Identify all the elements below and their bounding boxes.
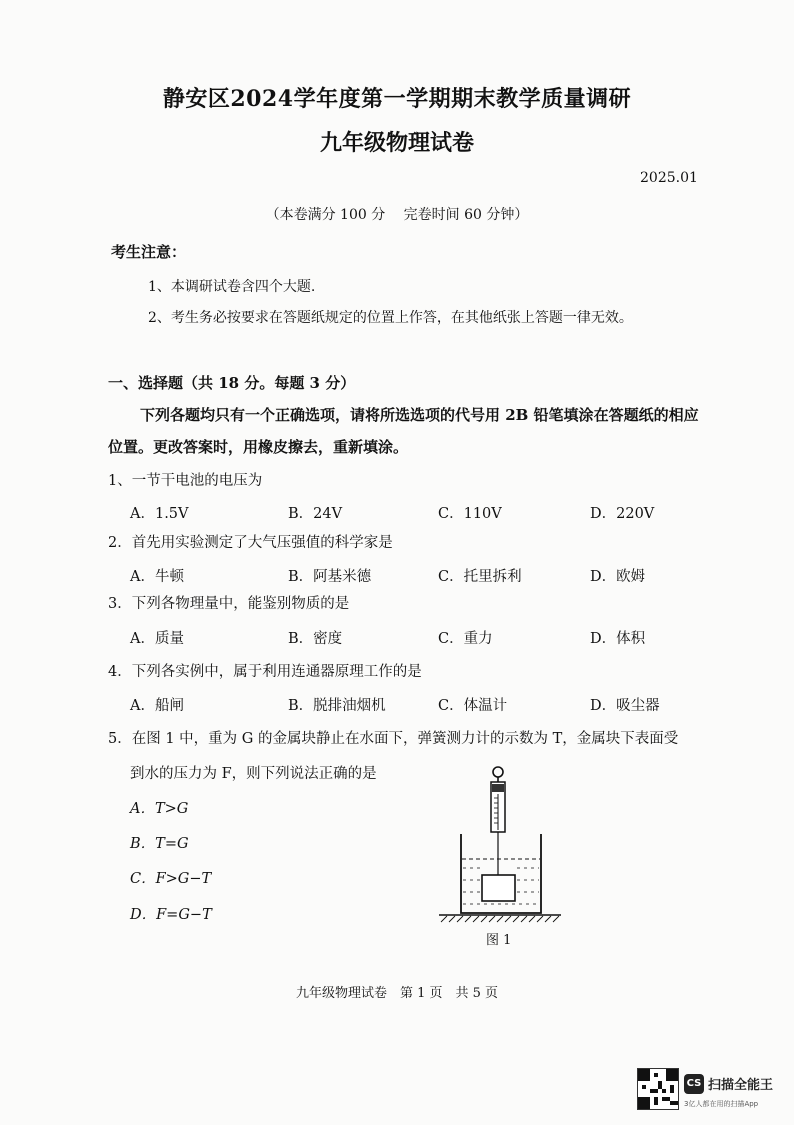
option: B．密度 (288, 631, 343, 647)
option: D．欧姆 (590, 569, 646, 585)
option: C．110V (438, 506, 502, 522)
exam-title: 静安区2024学年度第一学期期末教学质量调研 (162, 86, 632, 112)
qr-code-icon (637, 1068, 679, 1110)
option: A．牛顿 (130, 569, 184, 585)
hook-ring (493, 767, 503, 777)
exam-subtitle: 九年级物理试卷 (319, 130, 474, 156)
question-stem: 到水的压力为 F，则下列说法正确的是 (130, 766, 377, 782)
score-time: （本卷满分 100 分 完卷时间 60 分钟） (265, 207, 529, 223)
option: A．1.5V (130, 506, 189, 522)
question-stem: 3．下列各物理量中，能鉴别物质的是 (108, 596, 350, 612)
scanner-tagline: 3亿人都在用的扫描App (684, 1100, 759, 1108)
question-stem: 4．下列各实例中，属于利用连通器原理工作的是 (108, 664, 422, 680)
option: C．托里拆利 (438, 569, 522, 585)
notice-item: 2、考生务必按要求在答题纸规定的位置上作答，在其他纸张上答题一律无效。 (148, 310, 633, 326)
option: A．质量 (130, 631, 184, 647)
option: C．重力 (438, 631, 493, 647)
option: D．吸尘器 (590, 698, 660, 714)
option: D．220V (590, 506, 655, 522)
notice-heading: 考生注意： (111, 243, 187, 261)
option: D．F=G−T (130, 907, 212, 923)
option: B．T=G (130, 836, 189, 852)
option: C．体温计 (438, 698, 508, 714)
page-footer: 九年级物理试卷 第 1 页 共 5 页 (295, 986, 499, 1001)
section-heading: 一、选择题（共 18 分。每题 3 分） (108, 374, 356, 392)
question-stem: 5．在图 1 中，重为 G 的金属块静止在水面下，弹簧测力计的示数为 T，金属块下表面受 (108, 731, 679, 747)
notice-item: 1、本调研试卷含四个大题. (148, 279, 316, 295)
option: B．脱排油烟机 (288, 698, 386, 714)
option: A．T>G (130, 801, 189, 817)
figure-caption: 图 1 (486, 933, 512, 948)
figure-spring-scale (435, 760, 565, 925)
metal-block (482, 875, 515, 901)
option: A．船闸 (130, 698, 184, 714)
question-stem: 2．首先用实验测定了大气压强值的科学家是 (108, 535, 393, 551)
option: D．体积 (590, 631, 646, 647)
question-stem: 1、一节干电池的电压为 (108, 473, 263, 489)
option: B．阿基米德 (288, 569, 372, 585)
camscanner-logo-icon: CS (684, 1074, 704, 1094)
scanner-app-name: 扫描全能王 (708, 1078, 774, 1093)
section-intro: 下列各题均只有一个正确选项，请将所选选项的代号用 2B 铅笔填涂在答题纸的相应 (140, 406, 699, 424)
section-intro: 位置。更改答案时，用橡皮擦去，重新填涂。 (108, 438, 409, 456)
exam-date: 2025.01 (640, 170, 698, 186)
option: B．24V (288, 506, 343, 522)
option: C．F>G−T (130, 871, 212, 887)
